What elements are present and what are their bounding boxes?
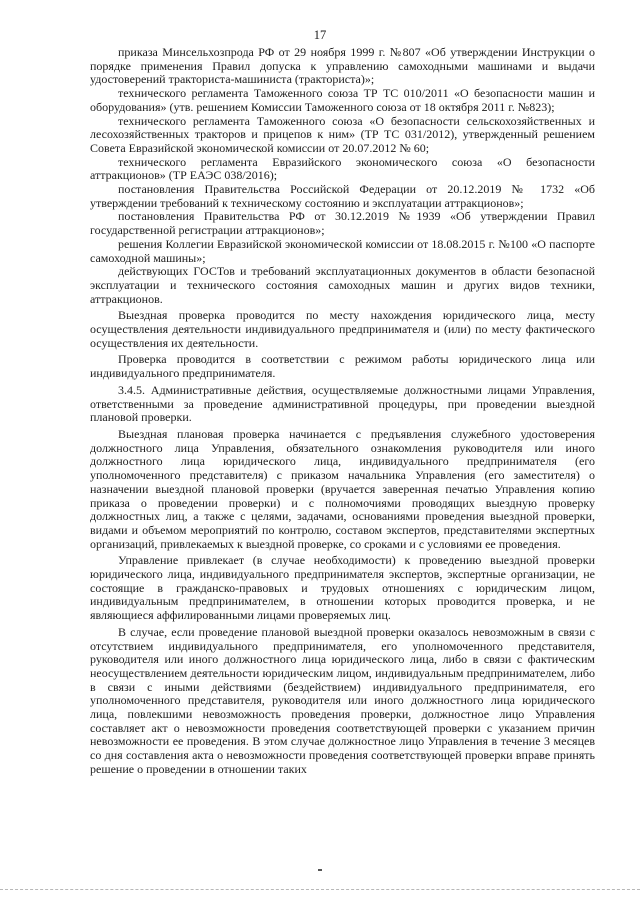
document-body xyxy=(90,46,595,777)
paragraph-inspection-location: Выездная проверка проводится по месту нахождения юридического лица, месту осуществления деятельности индивидуального предпринимателя и (или) по месту фактического осуществления их деятельности. xyxy=(90,308,595,350)
paragraph-inspection-schedule: Проверка проводится в соответствии с режимом работы юридического лица или индивидуального предпринимателя. xyxy=(90,352,595,381)
paragraph-decision-100: решения Коллегии Евразийской экономической комиссии от 18.08.2015 г. №100 «О паспорте самоходной машины»; xyxy=(90,236,595,265)
paragraph-experts: Управление привлекает (в случае необходимости) к проведению выездной проверки юридического лица, индивидуального предпринимателя экспертов, экспертные организации, не состоящие в гражданско-правовых и трудовых отношениях с юридическим лицом, индивидуальным предпринимателем, в отношении которых проводится проверка, и не являющиеся аффилированными лицами проверяемых лиц. xyxy=(90,553,595,623)
paragraph-decree-1939: постановления Правительства РФ от 30.12.2019 №1939 «Об утверждении Правил государственной регистрации аттракционов»; xyxy=(90,209,595,238)
paragraph-tr-eaes-038: технического регламента Евразийского экономического союза «О безопасности аттракционов» (ТР ЕАЭС 038/2016); xyxy=(90,154,595,183)
scan-mark xyxy=(318,869,322,871)
page-number: 17 xyxy=(313,28,327,42)
paragraph-tr-ts-010: технического регламента Таможенного союза ТР ТС 010/2011 «О безопасности машин и оборудования» (утв. решением Комиссии Таможенного союза от 18 октября 2011 г. №823); xyxy=(90,86,595,114)
page-bottom-edge xyxy=(0,889,640,890)
paragraph-tr-ts-031: технического регламента Таможенного союза «О безопасности сельскохозяйственных и лесохозяйственных тракторов и прицепов к ним» (ТР ТС 031/2012), утвержденный решением Совета Евразийской экономической комиссии от 20.07.2012 № 60; xyxy=(90,113,595,155)
paragraph-inspection-start: Выездная плановая проверка начинается с предъявления служебного удостоверения должностного лица Управления, обязательного ознакомления руководителя или иного должностного лица юридического лица, индивидуального предпринимателя (его уполномоченного представителя) с приказом начальника Управления (его заместителя) о назначении выездной плановой проверки (вручается заверенная печатью Управления копию приказа о проведении проверки) и с полномочиями проводящих выездную проверку должностных лиц, а также с целями, задачами, основаниями проведения выездной проверки, видами и объемом мероприятий по контролю, составом экспертов, представителями экспертных организаций, привлекаемых к выездной проверке, со сроками и с условиями ее проведения. xyxy=(90,426,595,551)
paragraph-impossibility: В случае, если проведение плановой выездной проверки оказалось невозможным в связи с отсутствием индивидуального предпринимателя, его уполномоченного представителя, руководителя или иного должностного лица юридического лица, либо в связи с фактическим неосуществлением деятельности юридическим лицом, индивидуальным предпринимателем, либо в связи с иными действиями (бездействием) индивидуального предпринимателя, его уполномоченного представителя, руководителя или иного должностного лица юридического лица, повлекшими невозможность проведения проверки, должностное лицо Управления составляет акт о невозможности проведения соответствующей проверки с указанием причин невозможности ее проведения. В этом случае должностное лицо Управления в течение 3 месяцев со дня составления акта о невозможности проведения соответствующей проверки вправе принять решение о проведении в отношении таких xyxy=(90,624,595,776)
paragraph-gost: действующих ГОСТов и требований эксплуатационных документов в области безопасной эксплуатации и технического состояния самоходных машин и других видов техники, аттракционов. xyxy=(90,264,595,306)
paragraph-section-3-4-5: 3.4.5. Административные действия, осуществляемые должностными лицами Управления, ответственными за проведение административной процедуры, при проведении выездной плановой проверки. xyxy=(90,382,595,425)
paragraph-order-807: приказа Минсельхозпрода РФ от 29 ноября 1999 г. №807 «Об утверждении Инструкции о порядке применения Правил допуска к управлению самоходными машинами и выдачи удостоверений тракториста-машиниста (тракториста)»; xyxy=(90,45,595,87)
paragraph-decree-1732: постановления Правительства Российской Федерации от 20.12.2019 № 1732 «Об утверждении требований к техническому состоянию и эксплуатации аттракционов»; xyxy=(90,182,595,210)
